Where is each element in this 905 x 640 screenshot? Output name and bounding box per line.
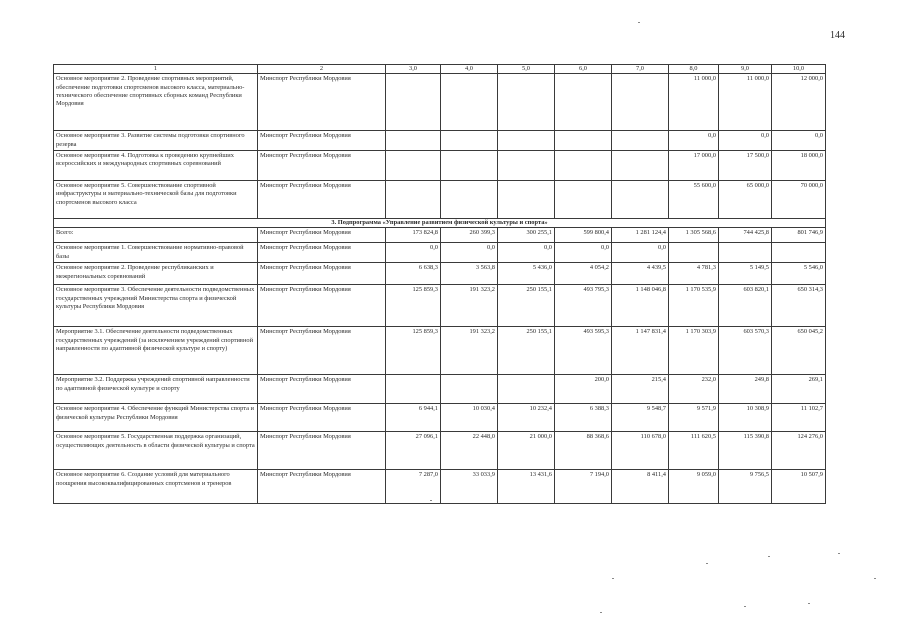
value-cell: 4 439,5 <box>612 263 669 285</box>
value-cell <box>719 243 772 263</box>
value-cell: 21 000,0 <box>498 432 555 470</box>
value-cell: 1 170 303,9 <box>669 327 719 375</box>
value-cell: 27 096,1 <box>386 432 441 470</box>
row-executor: Минспорт Республики Мордовия <box>258 470 386 504</box>
row-name: Основное мероприятие 2. Проведение спортивных мероприятий, обеспечение подготовки спортсменов высокого класса, материально-технического обеспечение спортивных сборных команд Республики Мордовия <box>54 74 258 131</box>
table-row <box>54 404 826 432</box>
budget-table <box>53 64 826 504</box>
value-cell: 124 276,0 <box>772 432 826 470</box>
value-cell: 603 820,1 <box>719 285 772 327</box>
value-cell: 17 500,0 <box>719 150 772 180</box>
row-executor: Минспорт Республики Мордовия <box>258 180 386 218</box>
value-cell: 4 054,2 <box>555 263 612 285</box>
value-cell: 4 781,3 <box>669 263 719 285</box>
row-name: Основное мероприятие 2. Проведение республиканских и межрегиональных соревнований <box>54 263 258 285</box>
value-cell: 5 149,5 <box>719 263 772 285</box>
value-cell <box>555 74 612 131</box>
row-executor: Минспорт Республики Мордовия <box>258 375 386 404</box>
value-cell: 1 170 535,9 <box>669 285 719 327</box>
value-cell: 6 638,3 <box>386 263 441 285</box>
value-cell: 1 148 046,8 <box>612 285 669 327</box>
value-cell: 1 305 568,6 <box>669 228 719 243</box>
value-cell <box>555 180 612 218</box>
row-name: Основное мероприятие 1. Совершенствование нормативно-правовой базы <box>54 243 258 263</box>
value-cell: 650 045,2 <box>772 327 826 375</box>
value-cell: 650 314,3 <box>772 285 826 327</box>
value-cell: 269,1 <box>772 375 826 404</box>
row-executor: Минспорт Республики Мордовия <box>258 228 386 243</box>
header-cell: 4,0 <box>441 65 498 74</box>
value-cell: 173 824,8 <box>386 228 441 243</box>
value-cell: 13 431,6 <box>498 470 555 504</box>
value-cell <box>441 180 498 218</box>
table-row <box>54 432 826 470</box>
value-cell: 111 620,5 <box>669 432 719 470</box>
value-cell <box>612 180 669 218</box>
value-cell <box>441 375 498 404</box>
row-executor: Минспорт Республики Мордовия <box>258 131 386 151</box>
value-cell <box>498 74 555 131</box>
value-cell <box>498 375 555 404</box>
value-cell <box>441 74 498 131</box>
value-cell: 65 000,0 <box>719 180 772 218</box>
value-cell: 88 368,6 <box>555 432 612 470</box>
value-cell: 801 746,9 <box>772 228 826 243</box>
table-row <box>54 285 826 327</box>
header-cell: 5,0 <box>498 65 555 74</box>
row-executor: Минспорт Республики Мордовия <box>258 285 386 327</box>
value-cell <box>441 131 498 151</box>
value-cell: 12 000,0 <box>772 74 826 131</box>
value-cell: 300 255,1 <box>498 228 555 243</box>
header-row <box>54 65 826 74</box>
value-cell: 7 287,0 <box>386 470 441 504</box>
value-cell: 0,0 <box>441 243 498 263</box>
table-row <box>54 263 826 285</box>
section-title: 3. Подпрограмма «Управление развитием физической культуры и спорта» <box>54 218 826 227</box>
value-cell: 11 000,0 <box>719 74 772 131</box>
value-cell <box>441 150 498 180</box>
value-cell: 191 323,2 <box>441 327 498 375</box>
value-cell: 0,0 <box>555 243 612 263</box>
table-row <box>54 150 826 180</box>
value-cell: 10 308,9 <box>719 404 772 432</box>
row-executor: Минспорт Республики Мордовия <box>258 74 386 131</box>
row-name: Основное мероприятие 3. Обеспечение деятельности подведомственных государственных учреждений Министерства спорта и физической культуры Республики Мордовия <box>54 285 258 327</box>
row-name: Мероприятие 3.2. Поддержка учреждений спортивной направленности по адаптивной физической культуре и спорту <box>54 375 258 404</box>
value-cell: 493 595,3 <box>555 327 612 375</box>
value-cell <box>386 180 441 218</box>
value-cell: 10 030,4 <box>441 404 498 432</box>
value-cell: 0,0 <box>612 243 669 263</box>
table-row <box>54 327 826 375</box>
value-cell: 0,0 <box>772 131 826 151</box>
value-cell: 250 155,1 <box>498 327 555 375</box>
value-cell: 9 756,5 <box>719 470 772 504</box>
header-cell: 2 <box>258 65 386 74</box>
value-cell: 250 155,1 <box>498 285 555 327</box>
value-cell <box>772 243 826 263</box>
header-cell: 8,0 <box>669 65 719 74</box>
value-cell: 744 425,8 <box>719 228 772 243</box>
value-cell <box>612 131 669 151</box>
value-cell <box>555 150 612 180</box>
header-cell: 6,0 <box>555 65 612 74</box>
table-row <box>54 243 826 263</box>
row-executor: Минспорт Республики Мордовия <box>258 432 386 470</box>
row-name: Основное мероприятие 4. Обеспечение функций Министерства спорта и физической культуры Республики Мордовия <box>54 404 258 432</box>
value-cell: 9 548,7 <box>612 404 669 432</box>
value-cell <box>498 150 555 180</box>
row-name: Основное мероприятие 6. Создание условий для материального поощрения высококвалифицированных спортсменов и тренеров <box>54 470 258 504</box>
value-cell: 125 859,3 <box>386 285 441 327</box>
value-cell <box>555 131 612 151</box>
table-row <box>54 74 826 131</box>
row-name: Мероприятие 3.1. Обеспечение деятельности подведомственных государственных учреждений (за исключением учреждений спортивной направленности по адаптивной физической культуре и спорту) <box>54 327 258 375</box>
value-cell: 1 147 831,4 <box>612 327 669 375</box>
row-executor: Минспорт Республики Мордовия <box>258 263 386 285</box>
value-cell: 603 570,3 <box>719 327 772 375</box>
table-row <box>54 131 826 151</box>
value-cell: 18 000,0 <box>772 150 826 180</box>
value-cell: 6 944,1 <box>386 404 441 432</box>
value-cell: 33 033,9 <box>441 470 498 504</box>
value-cell <box>498 180 555 218</box>
value-cell <box>612 74 669 131</box>
value-cell: 6 388,3 <box>555 404 612 432</box>
header-cell: 10,0 <box>772 65 826 74</box>
value-cell: 55 600,0 <box>669 180 719 218</box>
value-cell: 0,0 <box>719 131 772 151</box>
table-row <box>54 470 826 504</box>
row-name: Основное мероприятие 5. Государственная поддержка организаций, осуществляющих деятельность в области физической культуры и спорта <box>54 432 258 470</box>
row-name: Основное мероприятие 4. Подготовка к проведению крупнейших всероссийских и международных спортивных соревнований <box>54 150 258 180</box>
value-cell: 125 859,3 <box>386 327 441 375</box>
header-cell: 7,0 <box>612 65 669 74</box>
row-executor: Минспорт Республики Мордовия <box>258 150 386 180</box>
section-row <box>54 218 826 227</box>
header-cell: 3,0 <box>386 65 441 74</box>
table-row <box>54 180 826 218</box>
value-cell: 215,4 <box>612 375 669 404</box>
value-cell: 5 546,0 <box>772 263 826 285</box>
row-executor: Минспорт Республики Мордовия <box>258 404 386 432</box>
value-cell: 17 000,0 <box>669 150 719 180</box>
table-row <box>54 228 826 243</box>
row-executor: Минспорт Республики Мордовия <box>258 327 386 375</box>
value-cell <box>386 375 441 404</box>
value-cell: 8 411,4 <box>612 470 669 504</box>
value-cell: 0,0 <box>498 243 555 263</box>
page-number: 144 <box>830 30 845 41</box>
value-cell: 115 390,8 <box>719 432 772 470</box>
value-cell: 249,8 <box>719 375 772 404</box>
value-cell: 70 000,0 <box>772 180 826 218</box>
row-name: Всего: <box>54 228 258 243</box>
value-cell: 10 507,9 <box>772 470 826 504</box>
value-cell: 200,0 <box>555 375 612 404</box>
value-cell <box>386 150 441 180</box>
value-cell: 11 000,0 <box>669 74 719 131</box>
value-cell: 10 232,4 <box>498 404 555 432</box>
value-cell <box>669 243 719 263</box>
value-cell: 232,0 <box>669 375 719 404</box>
value-cell <box>386 131 441 151</box>
value-cell: 11 102,7 <box>772 404 826 432</box>
value-cell <box>386 74 441 131</box>
row-executor: Минспорт Республики Мордовия <box>258 243 386 263</box>
value-cell <box>498 131 555 151</box>
value-cell: 493 795,3 <box>555 285 612 327</box>
value-cell: 9 059,0 <box>669 470 719 504</box>
value-cell: 7 194,0 <box>555 470 612 504</box>
row-name: Основное мероприятие 5. Совершенствование спортивной инфраструктуры и материально-технической базы для подготовки спортсменов высокого класса <box>54 180 258 218</box>
table-row <box>54 375 826 404</box>
value-cell: 3 563,8 <box>441 263 498 285</box>
value-cell: 191 323,2 <box>441 285 498 327</box>
header-cell: 9,0 <box>719 65 772 74</box>
row-name: Основное мероприятие 3. Развитие системы подготовки спортивного резерва <box>54 131 258 151</box>
value-cell: 9 571,9 <box>669 404 719 432</box>
value-cell: 599 800,4 <box>555 228 612 243</box>
value-cell: 0,0 <box>386 243 441 263</box>
value-cell: 0,0 <box>669 131 719 151</box>
header-cell: 1 <box>54 65 258 74</box>
value-cell: 110 678,0 <box>612 432 669 470</box>
value-cell: 1 281 124,4 <box>612 228 669 243</box>
value-cell: 22 448,0 <box>441 432 498 470</box>
value-cell <box>612 150 669 180</box>
value-cell: 260 399,3 <box>441 228 498 243</box>
value-cell: 5 436,0 <box>498 263 555 285</box>
